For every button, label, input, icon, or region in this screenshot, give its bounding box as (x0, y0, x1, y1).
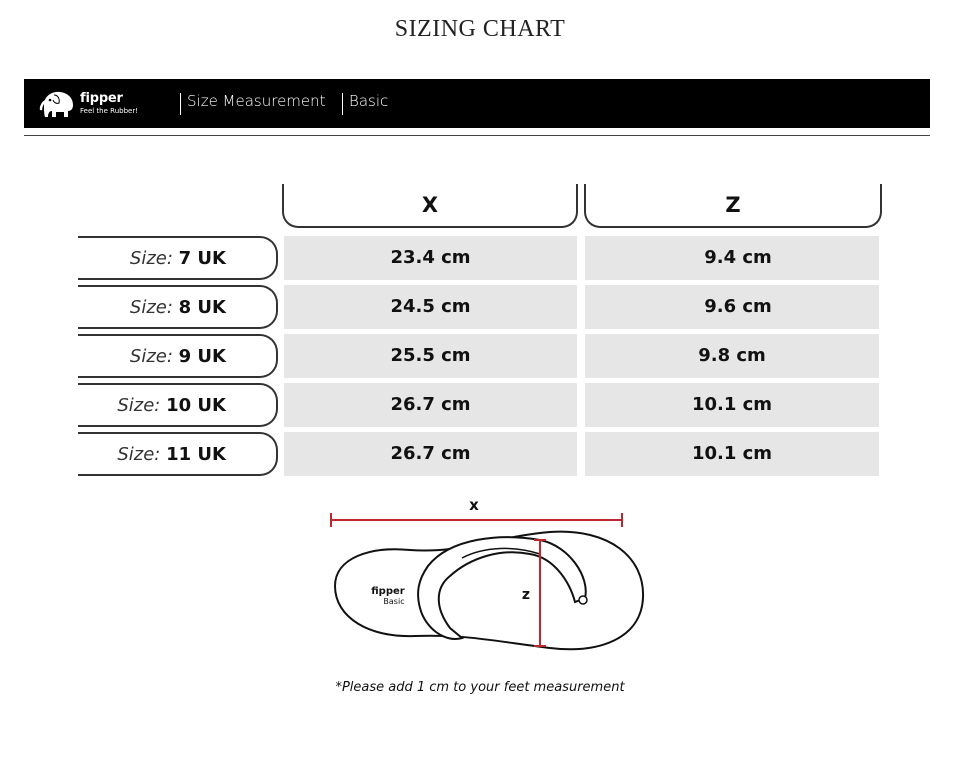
size-row-label (78, 432, 278, 476)
z-cell: 9.6 cm (585, 285, 879, 329)
size-value: 9 UK (178, 346, 226, 367)
size-prefix: Size: (117, 444, 161, 465)
x-cell: 24.5 cm (284, 285, 577, 329)
flip-flop-illustration (300, 488, 660, 668)
size-row-label (78, 285, 278, 329)
size-value: 11 UK (166, 444, 226, 465)
size-value: 8 UK (178, 297, 226, 318)
size-prefix: Size: (129, 346, 173, 367)
page-title: SIZING CHART (394, 16, 566, 42)
size-prefix: Size: (129, 297, 173, 318)
column-header-x: X (282, 184, 578, 228)
size-prefix: Size: (129, 248, 173, 269)
brand-name: fipper (80, 91, 123, 106)
z-measure-label: z (521, 587, 531, 603)
z-cell: 10.1 cm (585, 432, 879, 476)
brand-logo (38, 87, 148, 121)
size-prefix: Size: (117, 395, 161, 416)
x-cell: 26.7 cm (284, 383, 577, 427)
header-product: Basic (349, 92, 389, 110)
elephant-icon (38, 87, 78, 121)
x-cell: 23.4 cm (284, 236, 577, 280)
header-divider (342, 93, 343, 115)
size-value: 10 UK (166, 395, 226, 416)
z-cell: 10.1 cm (585, 383, 879, 427)
size-row-label (78, 334, 278, 378)
z-cell: 9.4 cm (585, 236, 879, 280)
size-row-label (78, 236, 278, 280)
brand-tagline: Feel the Rubber! (80, 107, 139, 115)
header-rule (24, 135, 930, 136)
header-section: Size Measurement (187, 92, 326, 110)
measurement-diagram (300, 488, 660, 668)
size-value: 7 UK (178, 248, 226, 269)
header-divider (180, 93, 181, 115)
x-cell: 25.5 cm (284, 334, 577, 378)
z-cell: 9.8 cm (585, 334, 879, 378)
footnote: *Please add 1 cm to your feet measurement (335, 680, 625, 695)
sole-brand: fipper (371, 586, 405, 597)
x-measure-line (331, 513, 622, 527)
x-measure-label: x (469, 496, 479, 514)
sole-model: Basic (383, 597, 405, 606)
column-header-z: Z (584, 184, 882, 228)
size-row-label (78, 383, 278, 427)
header-bar (24, 79, 930, 128)
x-cell: 26.7 cm (284, 432, 577, 476)
